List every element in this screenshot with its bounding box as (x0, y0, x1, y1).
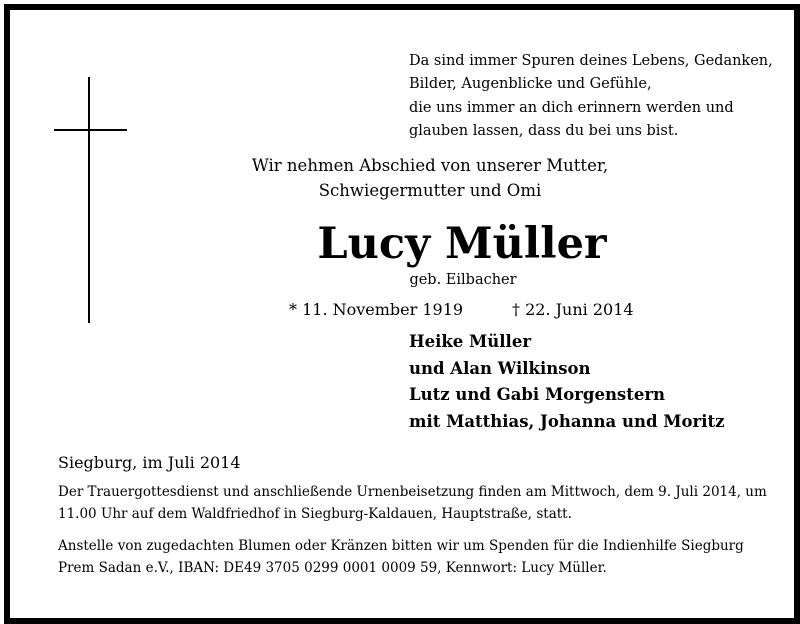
cross-horizontal-bar (54, 129, 127, 131)
donation-info (58, 536, 758, 579)
service-line: Der Trauergottesdienst und anschließende Urnenbeisetzung finden am Mittwoch, dem 9. Juli 2014, um (58, 484, 767, 500)
maiden-name: geb. Eilbacher (409, 272, 517, 288)
poem-line: glauben lassen, dass du bei uns bist. (409, 122, 679, 139)
service-line: 11.00 Uhr auf dem Waldfriedhof in Siegburg-Kaldauen, Hauptstraße, statt. (58, 505, 572, 522)
donation-line: Prem Sadan e.V., IBAN: DE49 3705 0299 0001 0009 59, Kennwort: Lucy Müller. (58, 559, 607, 576)
intro-line: Wir nehmen Abschied von unserer Mutter, (251, 156, 609, 175)
family-line: und Alan Wilkinson (409, 358, 591, 378)
poem-line: Da sind immer Spuren deines Lebens, Gedanken, (409, 53, 773, 69)
farewell-intro (180, 153, 680, 203)
poem-line: Bilder, Augenblicke und Gefühle, (409, 76, 652, 93)
death-date: † 22. Juni 2014 (512, 300, 634, 319)
family-line: Lutz und Gabi Morgenstern (409, 385, 666, 404)
place-and-date: Siegburg, im Juli 2014 (58, 453, 241, 472)
deceased-name: Lucy Müller (317, 219, 607, 269)
intro-line: Schwiegermutter und Omi (318, 181, 542, 200)
cross-vertical-bar (88, 77, 90, 323)
memorial-poem (409, 50, 789, 143)
family-line: Heike Müller (409, 332, 532, 351)
service-info (58, 482, 767, 525)
birth-date: * 11. November 1919 (289, 300, 464, 319)
donation-line: Anstelle von zugedachten Blumen oder Kränzen bitten wir um Spenden für die Indienhilfe Siegburg (58, 538, 744, 554)
poem-line: die uns immer an dich erinnern werden und (409, 99, 734, 116)
family-line: mit Matthias, Johanna und Moritz (409, 411, 725, 431)
family-members (409, 329, 789, 435)
